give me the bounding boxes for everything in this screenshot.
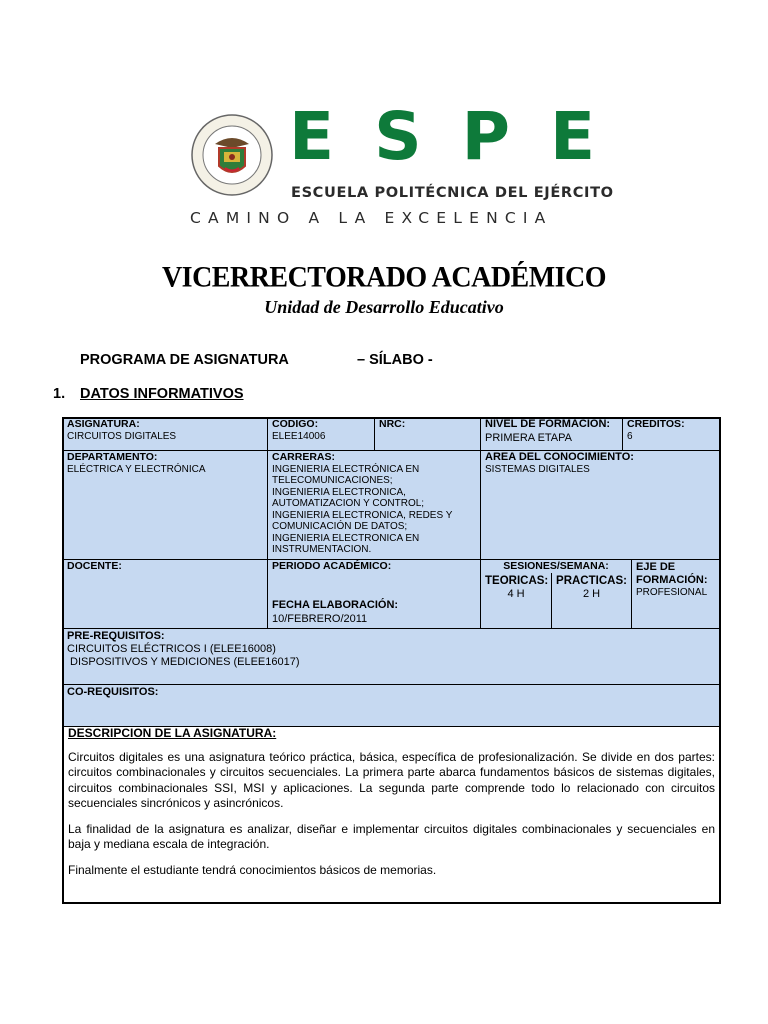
institution-motto: CAMINO A LA EXCELENCIA [190, 209, 553, 227]
carrera-item: INGENIERIA ELECTRÓNICA EN TELECOMUNICACIONES; [272, 463, 420, 486]
departamento-cell [62, 450, 268, 560]
silabo-heading: – SÍLABO - [357, 352, 433, 368]
prerequisito-item: CIRCUITOS ELÉCTRICOS I (ELEE16008) [67, 642, 276, 655]
prerequisitos-label: PRE-REQUISITOS: [67, 630, 165, 642]
programa-heading: PROGRAMA DE ASIGNATURA [80, 352, 289, 368]
practicas-cell [551, 573, 632, 629]
section-title: DATOS INFORMATIVOS [80, 386, 244, 402]
unidad-subtitle: Unidad de Desarrollo Educativo [264, 297, 504, 317]
carreras-cell [267, 450, 481, 560]
creditos-value: 6 [627, 430, 633, 442]
teoricas-value: 4 H [507, 587, 525, 600]
carrera-item: INGENIERIA ELECTRONICA EN INSTRUMENTACION. [272, 532, 420, 555]
asignatura-value: CIRCUITOS DIGITALES [67, 430, 177, 442]
area-value: SISTEMAS DIGITALES [485, 463, 590, 475]
prerequisitos-cell [62, 628, 721, 685]
eje-label: EJE DE FORMACIÓN: [636, 561, 708, 586]
departamento-label: DEPARTAMENTO: [67, 451, 158, 463]
docente-cell [62, 559, 268, 629]
carreras-label: CARRERAS: [272, 451, 335, 463]
practicas-label: PRACTICAS: [556, 575, 627, 587]
section-number: 1. [53, 386, 66, 402]
school-name: ESCUELA POLITÉCNICA DEL EJÉRCITO [291, 184, 614, 201]
prerequisito-item: DISPOSITIVOS Y MEDICIONES (ELEE16017) [67, 655, 300, 668]
descripcion-cell [62, 726, 721, 904]
sesiones-label: SESIONES/SEMANA: [503, 560, 609, 572]
practicas-value: 2 H [582, 587, 601, 600]
docente-label: DOCENTE: [67, 560, 122, 572]
carrera-item: INGENIERIA ELECTRONICA, REDES Y COMUNICACIÓN DE DATOS; [272, 509, 453, 532]
descripcion-paragraph: Circuitos digitales es una asignatura teórico práctica, básica, específica de profesionalización. Se divide en dos partes: circuitos combinacionales y circuitos secuenciales. La primera parte abarca fundamentos básicos de sistemas digitales, circuitos combinacionales SSI, MSI y aplicaciones. La segunda parte comprende todo lo relacionado con circuitos secuenciales sincrónicos y asincrónicos. [68, 749, 715, 810]
periodo-label: PERIODO ACADÉMICO: [272, 560, 392, 572]
eje-cell [631, 559, 721, 629]
nivel-value: PRIMERA ETAPA [485, 431, 573, 444]
descripcion-label: DESCRIPCION DE LA ASIGNATURA: [68, 726, 277, 740]
area-label: AREA DEL CONOCIMIENTO: [485, 451, 634, 463]
nrc-label: NRC: [379, 418, 406, 430]
teoricas-label: TEORICAS: [485, 575, 549, 587]
creditos-cell [622, 417, 721, 451]
descripcion-paragraph: Finalmente el estudiante tendrá conocimientos básicos de memorias. [68, 862, 437, 877]
asignatura-cell [62, 417, 268, 451]
espe-seal-logo [191, 114, 273, 196]
institution-header [186, 98, 636, 233]
eje-value: PROFESIONAL [636, 587, 708, 598]
nivel-label: NIVEL DE FORMACION: [485, 418, 611, 430]
corequisitos-cell [62, 684, 721, 727]
espe-logo-word: ESPE [289, 98, 636, 175]
corequisitos-label: CO-REQUISITOS: [67, 686, 159, 698]
carrera-item: INGENIERIA ELECTRONICA, AUTOMATIZACION Y CONTROL; [272, 486, 425, 509]
nivel-cell [480, 417, 623, 451]
creditos-label: CREDITOS: [627, 418, 685, 430]
fecha-label: FECHA ELABORACIÓN: [272, 599, 399, 611]
codigo-value: ELEE14006 [272, 430, 326, 442]
departamento-value: ELÉCTRICA Y ELECTRÓNICA [67, 463, 206, 475]
codigo-cell [267, 417, 375, 451]
nrc-cell [374, 417, 481, 451]
fecha-value: 10/FEBRERO/2011 [272, 613, 368, 625]
periodo-fecha-cell [267, 559, 481, 629]
vicerrectorado-title: VICERRECTORADO ACADÉMICO [161, 261, 607, 294]
codigo-label: CODIGO: [272, 418, 319, 430]
asignatura-label: ASIGNATURA: [67, 418, 140, 430]
teoricas-cell [480, 573, 552, 629]
descripcion-paragraph: La finalidad de la asignatura es analizar, diseñar e implementar circuitos digitales combinacionales y secuenciales en baja y mediana escala de integración. [68, 821, 715, 851]
area-cell [480, 450, 721, 560]
